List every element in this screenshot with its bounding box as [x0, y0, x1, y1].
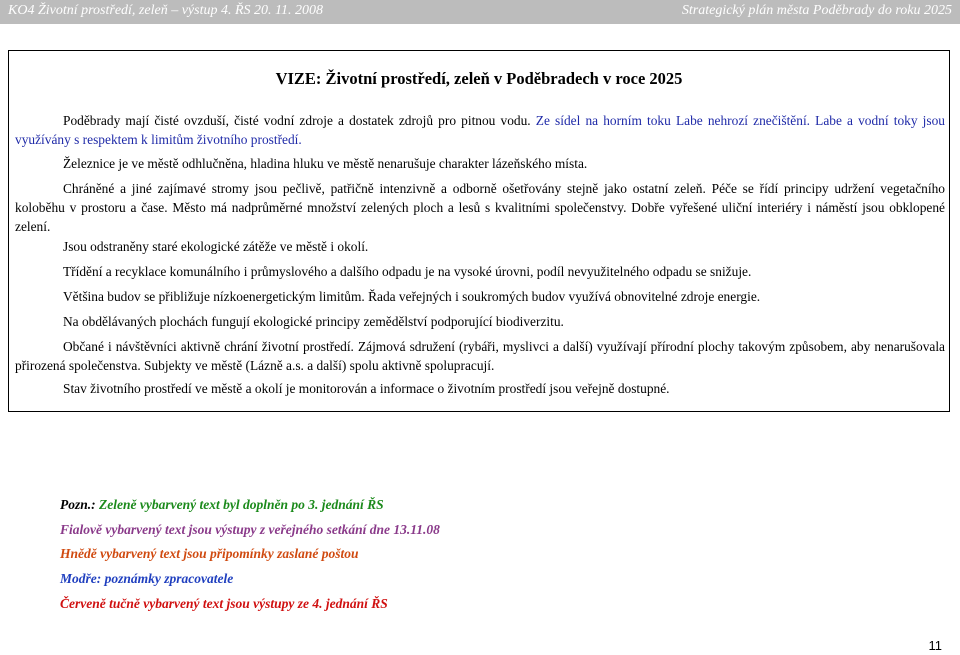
- vision-paragraph-4: Jsou odstraněny staré ekologické zátěže ve městě i okolí.: [63, 239, 369, 254]
- page-number: 11: [928, 638, 942, 653]
- vision-paragraph-3: Chráněné a jiné zajímavé stromy jsou pečlivě, patřičně intenzivně a odborně ošetřovány stejně jako ostatní zeleň. Péče se řídí principy udržení vegetačního koloběhu v prostoru a čase. Město má nadprůměrné množství zelených ploch a lesů s kvalitními společenstvy. Dobře vyřešené uliční interiéry i náměstí jsou obklopené zelení.: [15, 181, 945, 234]
- vision-paragraph-2: Železnice je ve městě odhlučněna, hladina hluku ve městě nenarušuje charakter lázeňského místa.: [63, 156, 588, 171]
- vision-paragraph-5: Třídění a recyklace komunálního i průmyslového a dalšího odpadu je na vysoké úrovni, podíl nevyužitelného odpadu se snižuje.: [63, 264, 752, 279]
- vision-paragraph-7: Na obdělávaných plochách fungují ekologické principy zemědělství podporující biodiverzitu.: [63, 314, 564, 329]
- header-plan-title: Strategický plán města Poděbrady do roku 2025: [681, 3, 952, 18]
- vision-paragraph-9: Stav životního prostředí ve městě a okolí je monitorován a informace o životním prostředí jsou veřejně dostupné.: [63, 381, 670, 396]
- note-red: Červeně tučně vybarvený text jsou výstupy ze 4. jednání ŘS: [60, 596, 388, 611]
- note-brown: Hnědě vybarvený text jsou připomínky zaslané poštou: [60, 546, 359, 561]
- note-green-text: Zeleně vybarvený text byl doplněn po 3. jednání ŘS: [95, 497, 384, 512]
- note-purple: Fialově vybarvený text jsou výstupy z veřejného setkání dne 13.11.08: [60, 522, 440, 537]
- header-document-title: KO4 Životní prostředí, zeleň – výstup 4. ŘS 20. 11. 2008: [8, 3, 323, 18]
- paragraph-1-blue-text: Ze sídel na horním toku Labe nehrozí znečištění. Labe a vodní toky jsou využívány s respektem k limitům životního prostředí.: [15, 113, 945, 147]
- note-green: [60, 497, 384, 513]
- paragraph-1-text: Poděbrady mají čisté ovzduší, čisté vodní zdroje a dostatek zdrojů pro pitnou vodu.: [63, 113, 531, 128]
- note-blue: Modře: poznámky zpracovatele: [60, 571, 234, 586]
- page-header: [0, 0, 960, 24]
- vision-paragraph-6: Většina budov se přibližuje nízkoenergetickým limitům. Řada veřejných i soukromých budov využívá obnovitelné zdroje energie.: [63, 289, 761, 304]
- vision-paragraph-1: [15, 111, 945, 149]
- note-label: Pozn.:: [60, 497, 96, 512]
- vision-paragraph-8: Občané i návštěvníci aktivně chrání životní prostředí. Zájmová sdružení (rybáři, myslivci a další) využívají přírodní plochy takovým způsobem, aby nenarušovala přirozená společenstva. Subjekty ve městě (Lázně a.s. a další) spolu aktivně spolupracují.: [15, 339, 945, 373]
- vision-box: [8, 50, 950, 412]
- vision-title: VIZE: Životní prostředí, zeleň v Poděbradech v roce 2025: [275, 69, 683, 88]
